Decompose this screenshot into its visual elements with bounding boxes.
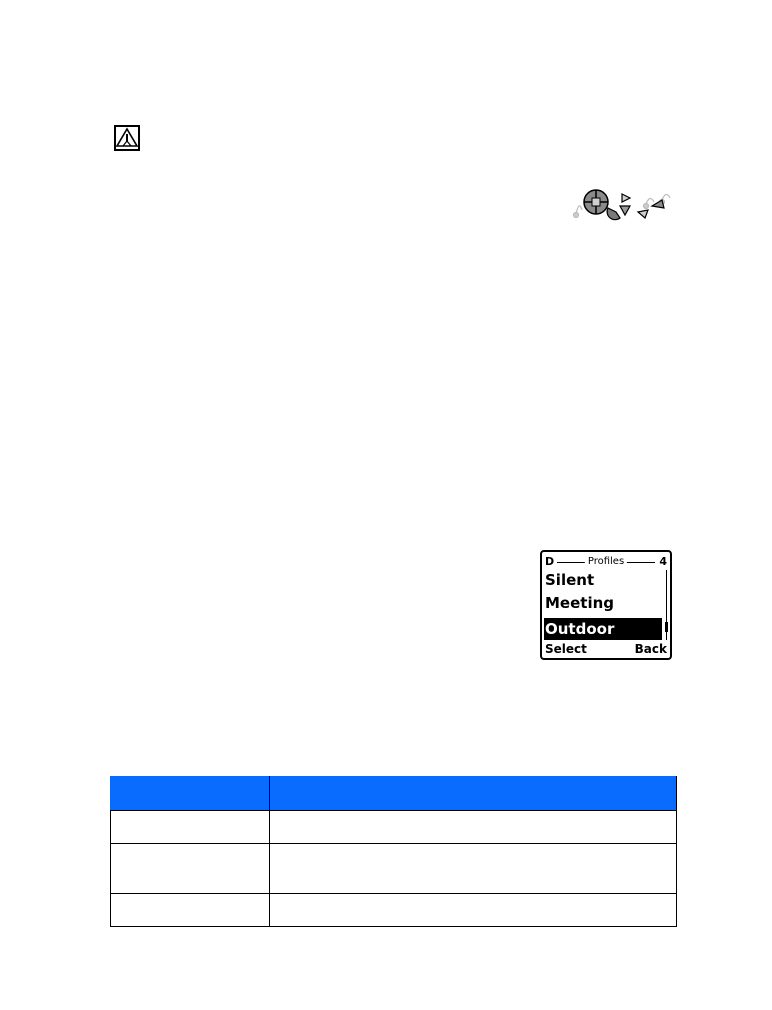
softkey-select[interactable]: Select bbox=[545, 642, 587, 656]
table-cell bbox=[270, 894, 677, 927]
warning-icon bbox=[114, 125, 140, 151]
scrollbar-thumb bbox=[665, 622, 668, 632]
table-cell bbox=[270, 811, 677, 844]
table-header-cell bbox=[270, 777, 677, 811]
table-cell bbox=[111, 844, 270, 894]
info-table bbox=[110, 776, 677, 927]
profile-item-meeting[interactable]: Meeting bbox=[545, 594, 615, 612]
table-header-cell bbox=[111, 777, 270, 811]
profile-item-silent[interactable]: Silent bbox=[545, 571, 595, 589]
table-header-row bbox=[111, 777, 677, 811]
table-row bbox=[111, 894, 677, 927]
display-header bbox=[545, 555, 667, 569]
softkey-back[interactable]: Back bbox=[634, 642, 667, 656]
table-cell bbox=[111, 894, 270, 927]
table-row bbox=[111, 844, 677, 894]
item-number: 4 bbox=[659, 555, 667, 568]
display-title: Profiles bbox=[585, 555, 627, 569]
table-cell bbox=[111, 811, 270, 844]
navigation-keys-illustration bbox=[572, 184, 674, 226]
menu-number: D bbox=[545, 555, 555, 568]
phone-display-profiles bbox=[540, 550, 672, 660]
table-cell bbox=[270, 844, 677, 894]
display-scrollbar bbox=[665, 570, 668, 640]
table-row bbox=[111, 811, 677, 844]
profile-item-outdoor-selected[interactable]: Outdoor bbox=[544, 618, 662, 640]
